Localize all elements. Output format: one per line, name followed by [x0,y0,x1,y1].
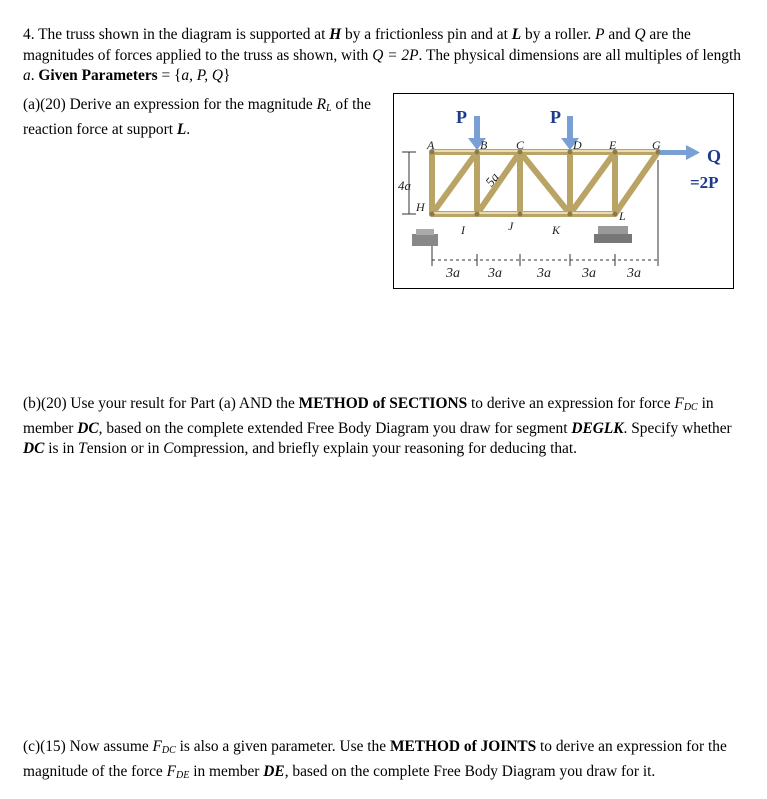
joint-label-i: I [461,223,465,237]
joint-label-j: J [508,219,514,233]
joint-label-l: L [619,209,626,223]
load-q-label: Q [707,146,722,166]
load-p1-label: P [456,107,467,127]
truss-members [432,152,658,214]
support-pin-h [412,234,438,246]
dim-span-5: 3a [627,266,641,281]
joint-label-g: G [652,138,661,152]
part-c-question: (c)(15) Now assume $F_{DC}$ is also a given parameter. Use the METHOD of JOINTS to derive an expression for the magnitude of the force $F_{DE}$ in member DE, based on the complete Free Body Diagram you draw for it. [23,738,727,781]
load-p2-label: P [550,107,561,127]
dim-span-2: 3a [488,266,502,281]
joint-label-b: B [480,138,488,152]
joint-label-c: C [516,138,525,152]
joint-label-d: D [573,138,582,152]
joint-label-e: E [609,138,617,152]
load-q-value: =2P [690,173,719,192]
problem-statement: 4. The truss shown in the diagram is supported at H by a frictionless pin and at L by a roller. P and Q are the magnitudes of forces applied to the truss as shown, with Q = 2P. The physical dimensions are all multiples of length a. Given Parameters = {a, P, Q} [23,26,741,84]
joint-label-h: H [416,200,425,214]
dim-diagonal-label: 5a [482,169,502,190]
dim-span-1: 3a [446,266,460,281]
dim-span-3: 3a [537,266,551,281]
part-b-question: (b)(20) Use your result for Part (a) AND the METHOD of SECTIONS to derive an expression for force $F_{DC}$ in member DC, based on the complete extended Free Body Diagram you draw for segment DEGLK. Specify whether DC is in Tension or in Compression, and briefly explain your reasoning for deducing that. [23,395,732,457]
load-arrow-q [660,145,700,160]
part-a-question: (a)(20) Derive an expression for the magnitude $R_L$ of the reaction force at support L. [23,96,371,138]
dim-height-label: 4a [398,178,411,193]
joint-label-k: K [552,223,561,237]
joint-label-a: A [427,138,435,152]
truss-diagram [393,93,734,289]
dim-span-4: 3a [582,266,596,281]
